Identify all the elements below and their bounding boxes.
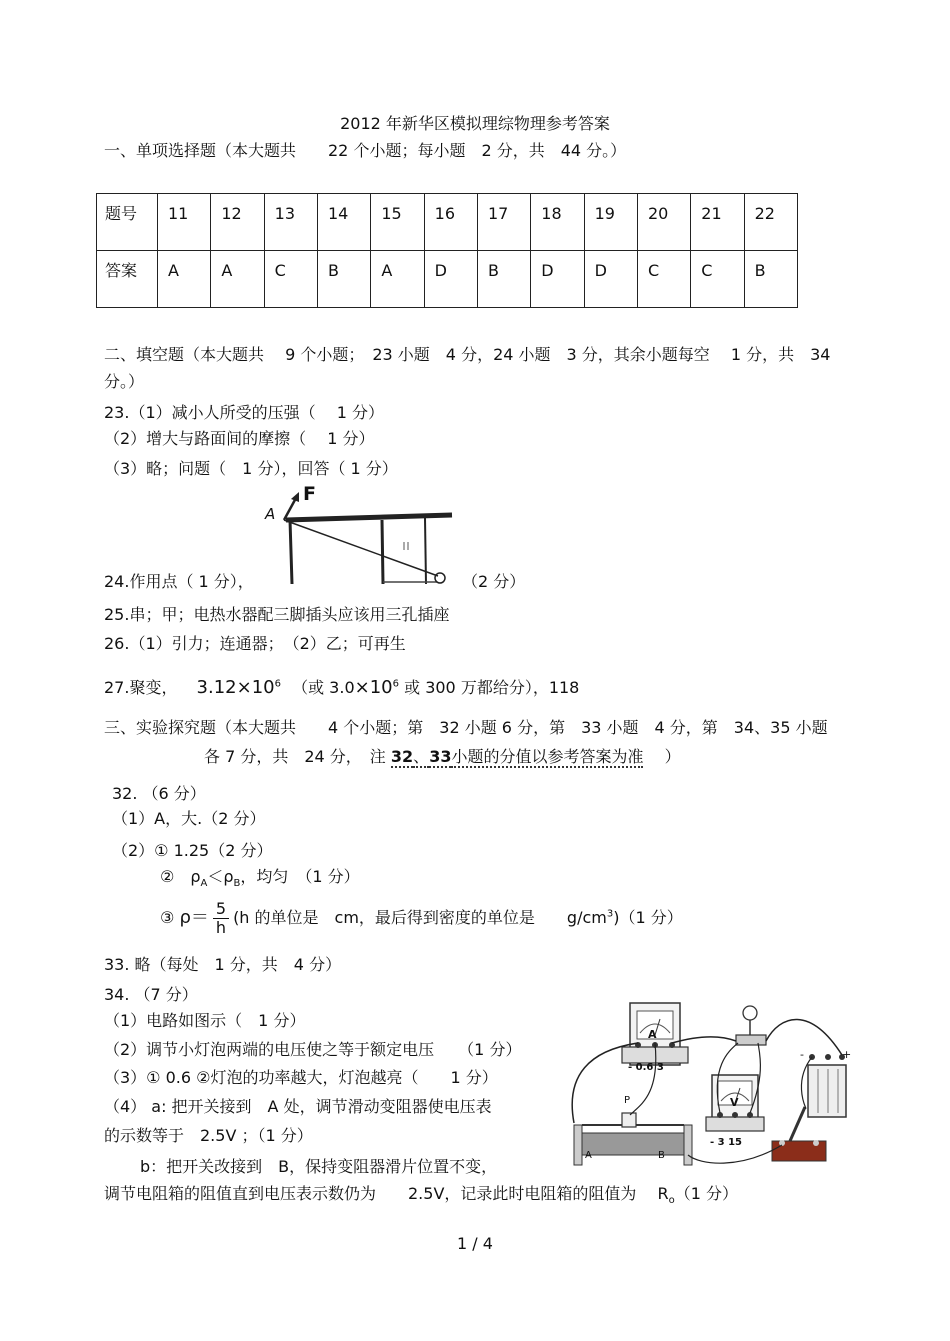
- answer-32-2b-sub-b: B: [233, 878, 241, 890]
- section2-heading-line2: 分。）: [104, 372, 145, 391]
- figure-label-f: F: [303, 483, 316, 505]
- question-number-cell: 16: [424, 194, 477, 251]
- answer-27-alt-rest: 或 300 万都给分），118: [404, 678, 580, 697]
- answer-27-value: 3.12: [196, 677, 237, 698]
- answer-27-alt-open: （或 3.0: [292, 678, 355, 697]
- answer-34-4c: b：把开关改接到 B，保持变阻器滑片位置不变，: [140, 1157, 498, 1176]
- row-label-answer: 答案: [97, 251, 158, 308]
- answer-cell: A: [211, 251, 264, 308]
- answer-32-2b-prefix: ② ρ: [160, 867, 201, 886]
- answer-34-3: （3）① 0.6 ②灯泡的功率越大，灯泡越亮（ 1 分）: [104, 1068, 498, 1087]
- answer-33: 33. 略（每处 1 分，共 4 分）: [104, 955, 342, 974]
- question-number-cell: 19: [584, 194, 637, 251]
- section3-note-text: 小题的分值以参考答案为准: [451, 747, 644, 766]
- answer-table: [96, 193, 798, 308]
- answer-34-4d-sub: o: [668, 1195, 675, 1207]
- answer-cell: B: [744, 251, 797, 308]
- answer-cell: C: [691, 251, 744, 308]
- row-label-question: 题号: [97, 194, 158, 251]
- answer-27-times: ×10: [236, 677, 275, 698]
- question-number-cell: 20: [637, 194, 690, 251]
- section3-heading-line1: 三、实验探究题（本大题共 4 个小题；第 32 小题 6 分，第 33 小题 4 分，第 34、35 小题: [104, 718, 828, 737]
- section3-dotted-note: [391, 747, 644, 768]
- ammeter-terminals: - 0.6 3: [628, 1062, 664, 1073]
- answer-cell: C: [637, 251, 690, 308]
- table-row: [97, 194, 798, 251]
- answer-32: 32. （6 分）: [112, 784, 206, 803]
- question-number-cell: 22: [744, 194, 797, 251]
- section2-heading-line1: 二、填空题（本大题共 9 个小题； 23 小题 4 分，24 小题 3 分，其余小题每空 1 分，共 34: [104, 345, 831, 364]
- question-number-cell: 12: [211, 194, 264, 251]
- battery-minus-label: -: [800, 1048, 804, 1061]
- answer-27: [104, 678, 579, 698]
- answer-24: 24.作用点（ 1 分），: [104, 572, 254, 591]
- answer-cell: D: [584, 251, 637, 308]
- answer-34-4d-text: 调节电阻箱的阻值直到电压表示数仍为 2.5V，记录此时电阻箱的阻值为 R: [104, 1184, 669, 1203]
- answer-32-3-exponent: 3: [606, 908, 614, 920]
- answer-cell: D: [424, 251, 477, 308]
- answer-32-3-end: )（1 分）: [613, 908, 683, 927]
- page-number: 1 / 4: [457, 1234, 493, 1253]
- bulb-icon: [736, 1006, 766, 1045]
- battery-plus-label: +: [842, 1048, 852, 1061]
- voltmeter-terminals: - 3 15: [710, 1137, 742, 1148]
- answer-34-4a: （4） a: 把开关接到 A 处，调节滑动变阻器使电压表: [104, 1097, 492, 1116]
- rheostat-label-p: P: [624, 1095, 631, 1106]
- answer-27-exponent: 6: [274, 678, 281, 690]
- answer-27-alt-times: ×10: [354, 677, 393, 698]
- rheostat-label-a: A: [585, 1150, 592, 1161]
- answer-23-2: （2）增大与路面间的摩擦（ 1 分）: [104, 429, 375, 448]
- answer-34-4d: [104, 1184, 739, 1207]
- section3-note-sep: 、: [413, 747, 430, 766]
- answer-32-2b-sub-a: A: [200, 878, 208, 890]
- answer-34-4b: 的示数等于 2.5V ；（1 分）: [104, 1126, 313, 1145]
- table-row: [97, 251, 798, 308]
- answer-34: 34. （7 分）: [104, 985, 198, 1004]
- question-number-cell: 17: [477, 194, 530, 251]
- answer-25: 25.串；甲；电热水器配三脚插头应该用三孔插座: [104, 605, 450, 624]
- ammeter-label: A: [648, 1028, 657, 1041]
- answer-27-prefix: 27.聚变，: [104, 678, 178, 697]
- answer-cell: C: [264, 251, 317, 308]
- question-number-cell: 15: [371, 194, 424, 251]
- section3-heading-line2: [204, 747, 681, 767]
- answer-32-3-rest: (h 的单位是 cm，最后得到密度的单位是 g/cm: [233, 908, 607, 927]
- section3-heading-part-f: ）: [648, 747, 681, 766]
- answer-cell: D: [531, 251, 584, 308]
- question-number-cell: 14: [317, 194, 370, 251]
- question-number-cell: 11: [158, 194, 211, 251]
- battery-icon: [808, 1054, 846, 1117]
- answer-32-2b-mid: ＜ρ: [207, 867, 234, 886]
- density-fraction: [213, 900, 229, 937]
- answer-cell: B: [477, 251, 530, 308]
- rheostat-label-b: B: [658, 1150, 665, 1161]
- page-title: 2012 年新华区模拟理综物理参考答案: [340, 114, 610, 133]
- section3-note-32: 32: [390, 747, 414, 766]
- answer-34-1: （1）电路如图示（ 1 分）: [104, 1011, 306, 1030]
- question-number-cell: 13: [264, 194, 317, 251]
- answer-27-alt-exponent: 6: [392, 678, 400, 690]
- answer-32-2b-rest: ，均匀 （1 分）: [240, 867, 360, 886]
- answer-32-2: （2）① 1.25（2 分）: [112, 841, 273, 860]
- answer-cell: A: [371, 251, 424, 308]
- answer-cell: B: [317, 251, 370, 308]
- answer-32-3-prefix: ③: [160, 908, 175, 927]
- fraction-numerator: 5: [213, 900, 229, 919]
- answer-cell: A: [158, 251, 211, 308]
- answer-34-4d-end: （1 分）: [674, 1184, 739, 1203]
- answer-32-2b: [160, 867, 360, 890]
- density-symbol: ρ＝: [179, 907, 209, 928]
- section1-heading: 一、单项选择题（本大题共 22 个小题；每小题 2 分，共 44 分。）: [104, 141, 627, 160]
- fraction-denominator: h: [215, 918, 227, 937]
- answer-26: 26.（1）引力；连通器； （2）乙；可再生: [104, 634, 406, 653]
- answer-23-1: 23.（1）减小人所受的压强（ 1 分）: [104, 403, 384, 422]
- answer-24-score: （2 分）: [462, 572, 526, 591]
- answer-34-2: （2）调节小灯泡两端的电压使之等于额定电压 （1 分）: [104, 1040, 522, 1059]
- voltmeter-label: V: [730, 1096, 739, 1109]
- section3-note-33: 33: [429, 747, 452, 766]
- section3-heading-part-a: 各 7 分，共 24 分， 注: [204, 747, 386, 766]
- lever-force-diagram: [262, 484, 462, 588]
- question-number-cell: 18: [531, 194, 584, 251]
- figure-label-a: A: [265, 505, 276, 523]
- answer-23-3: （3）略；问题（ 1 分），回答（ 1 分）: [104, 459, 398, 478]
- answer-32-1: （1）A，大.（2 分）: [112, 809, 266, 828]
- answer-32-3: [160, 895, 683, 941]
- question-number-cell: 21: [691, 194, 744, 251]
